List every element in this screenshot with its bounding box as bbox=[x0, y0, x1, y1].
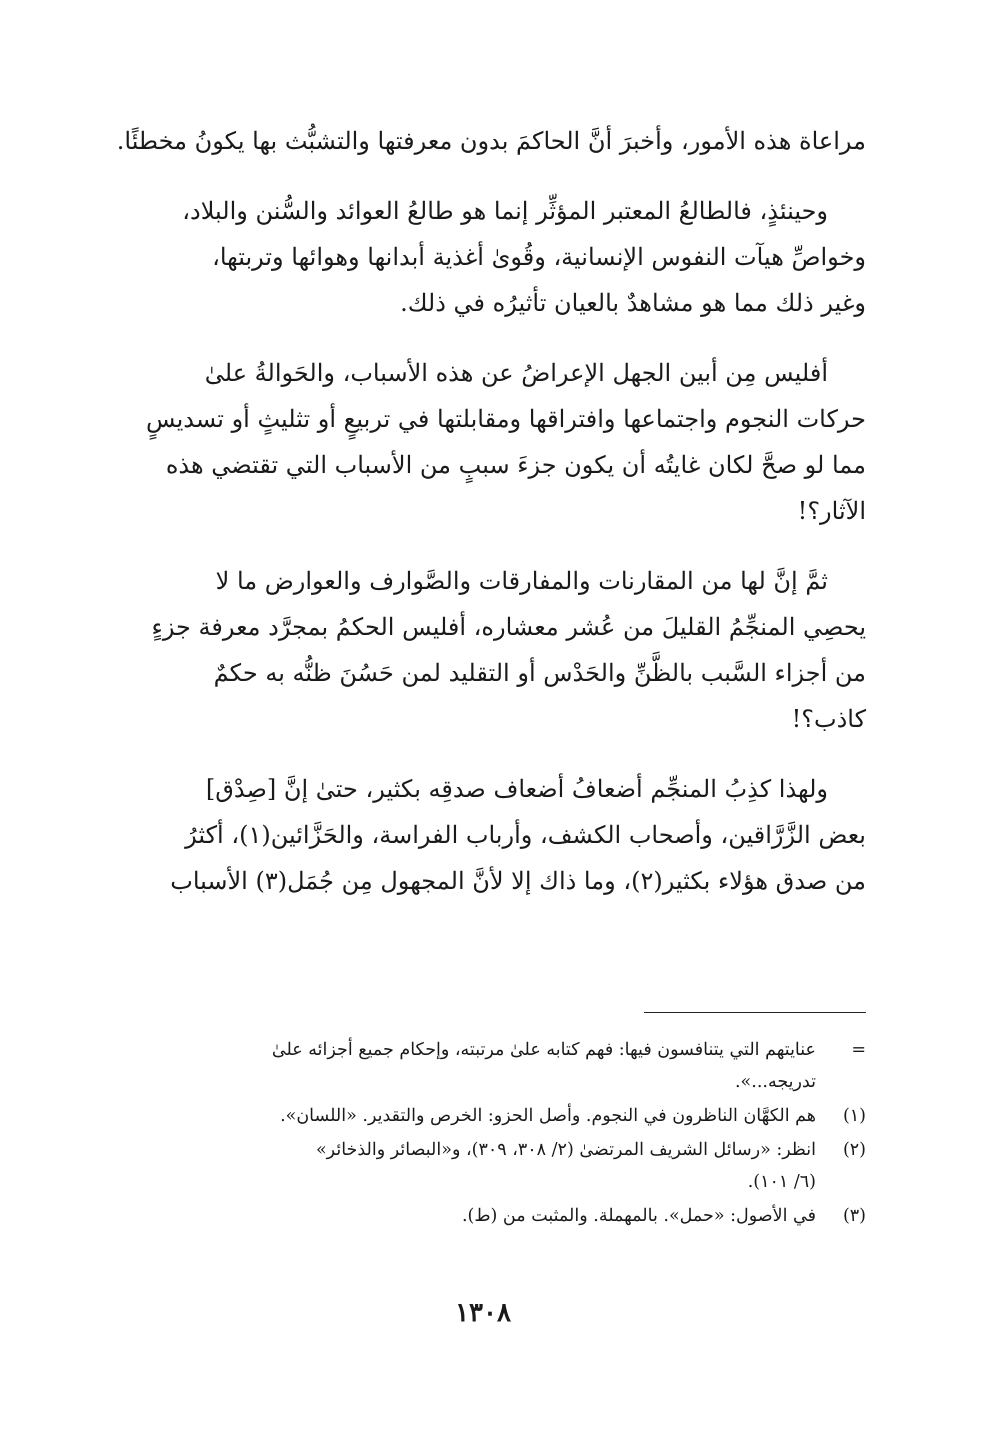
footnote bbox=[100, 1100, 866, 1132]
text-line: حركات النجوم واجتماعها وافتراقها ومقابلتها في تربيعٍ أو تثليثٍ أو تسديسٍ bbox=[145, 405, 866, 433]
text-line: من أجزاء السَّبب بالظَّنِّ والحَدْس أو التقليد لمن حَسُنَ ظنُّه به حكمٌ bbox=[213, 659, 866, 687]
paragraph bbox=[100, 558, 866, 742]
page-body bbox=[100, 118, 866, 1368]
footnote-line: انظر: «رسائل الشريف المرتضىٰ (٢/ ٣٠٨، ٣٠٩)، و«البصائر والذخائر» bbox=[315, 1140, 816, 1160]
text-line: كاذب؟! bbox=[791, 705, 866, 733]
footnote-text bbox=[100, 1034, 816, 1098]
text-line: من صدق هؤلاء بكثير(٢)، وما ذاك إلا لأنَّ المجهول مِن جُمَل(٣) الأسباب bbox=[170, 867, 866, 895]
footnote-text bbox=[100, 1200, 816, 1232]
text-line: ولهذا كذِبُ المنجِّم أضعافُ أضعاف صدقِه بكثير، حتىٰ إنَّ [صِدْق] bbox=[205, 775, 828, 803]
footnote-line: هم الكهَّان الناظرون في النجوم. وأصل الحزو: الخرص والتقدير. «اللسان». bbox=[280, 1106, 816, 1126]
footnote-text bbox=[100, 1134, 816, 1198]
footnote-marker: (١) bbox=[842, 1106, 866, 1126]
footnote-marker: (٢) bbox=[842, 1140, 866, 1160]
text-line: يحصِي المنجِّمُ القليلَ من عُشر معشاره، أفليس الحكمُ بمجرَّد معرفة جزءٍ bbox=[151, 613, 866, 641]
footnote-text bbox=[100, 1100, 816, 1132]
text-line: وغير ذلك مما هو مشاهدٌ بالعيان تأثيرُه في ذلك. bbox=[400, 289, 866, 317]
main-text bbox=[100, 118, 866, 904]
paragraph bbox=[100, 350, 866, 534]
footnote-marker: = bbox=[851, 1040, 866, 1060]
footnote bbox=[100, 1134, 866, 1198]
footnote-line: في الأصول: «حمل». بالمهملة. والمثبت من (ط). bbox=[461, 1206, 816, 1226]
footnote-line: (٦/ ١٠١). bbox=[747, 1172, 816, 1192]
footnote bbox=[100, 1034, 866, 1098]
text-line: ثمَّ إنَّ لها من المقارنات والمفارقات والصَّوارف والعوارض ما لا bbox=[215, 567, 828, 595]
text-line: مما لو صحَّ لكان غايتُه أن يكون جزءَ سببٍ من الأسباب التي تقتضي هذه bbox=[165, 451, 866, 479]
text-line: الآثار؟! bbox=[797, 497, 866, 525]
text-line: مراعاة هذه الأمور، وأخبرَ أنَّ الحاكمَ بدون معرفتها والتشبُّث بها يكونُ مخطئًا. bbox=[116, 127, 866, 155]
footnotes bbox=[100, 1034, 866, 1234]
paragraph bbox=[100, 766, 866, 904]
footnote-marker: (٣) bbox=[842, 1206, 866, 1226]
paragraph bbox=[100, 188, 866, 326]
text-line: أفليس مِن أبين الجهل الإعراضُ عن هذه الأسباب، والحَوالةُ علىٰ bbox=[204, 359, 828, 387]
footnote-divider bbox=[644, 1012, 866, 1013]
page-number: ١٣٠٨ bbox=[455, 1298, 511, 1328]
paragraph bbox=[100, 118, 866, 164]
text-line: وخواصِّ هيآت النفوس الإنسانية، وقُوىٰ أغذية أبدانها وهوائها وتربتها، bbox=[212, 243, 866, 271]
footnote bbox=[100, 1200, 866, 1232]
footnote-line: عنايتهم التي يتنافسون فيها: فهم كتابه علىٰ مرتبته، وإحكام جميع أجزائه علىٰ bbox=[271, 1040, 816, 1060]
text-line: بعض الزَّرَّاقين، وأصحاب الكشف، وأرباب الفراسة، والحَزَّائين(١)، أكثرُ bbox=[185, 821, 866, 849]
text-line: وحينئذٍ، فالطالعُ المعتبر المؤثِّر إنما هو طالعُ العوائد والسُّنن والبلاد، bbox=[182, 197, 828, 225]
footnote-line: تدريجه...». bbox=[734, 1072, 816, 1092]
